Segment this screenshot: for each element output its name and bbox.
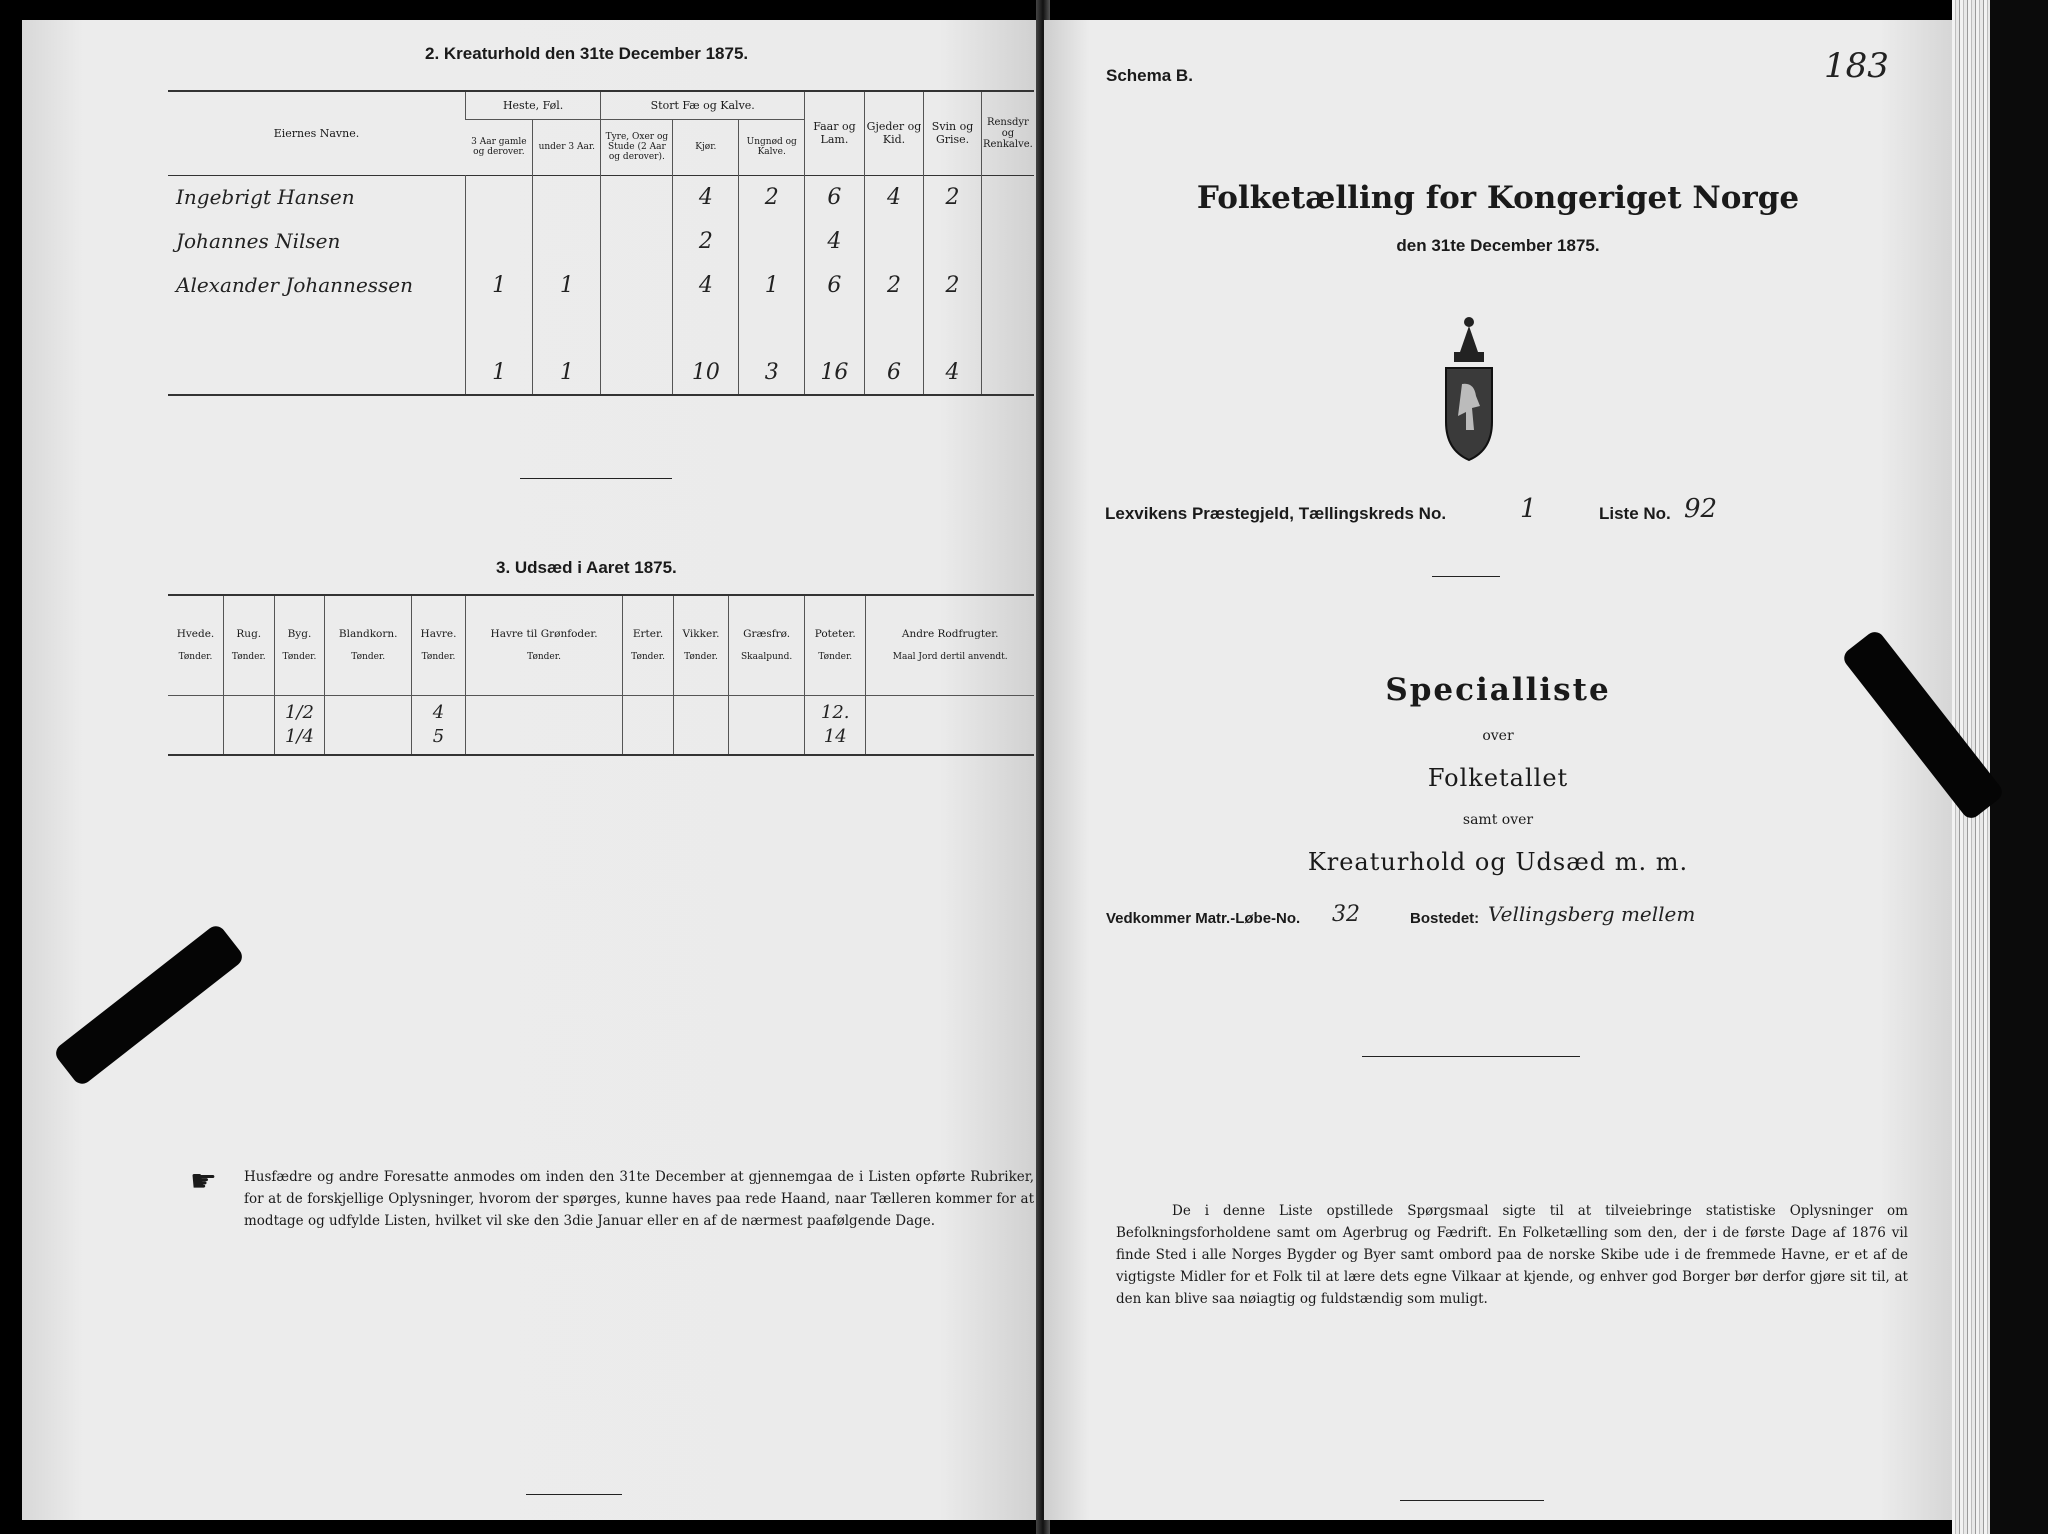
kjor-cell: 4 (673, 175, 739, 219)
parish-label: Lexvikens Præstegjeld, Tællingskreds No. (1105, 504, 1447, 523)
faar-cell: 4 (805, 219, 865, 263)
seed-header-name: Rug. (236, 628, 262, 641)
census-title: Folketælling for Kongeriget Norge (1196, 180, 1800, 216)
rensdyr-header: Rensdyr og Renkalve. (981, 91, 1034, 175)
ungnod-cell (739, 307, 805, 351)
ungnod-cell: 3 (739, 351, 805, 395)
seed-header-name: Hvede. (176, 628, 215, 641)
liste-label: Liste No. (1599, 504, 1671, 523)
seed-header (623, 595, 674, 695)
ungnod-cell: 1 (739, 263, 805, 307)
norway-coat-of-arms-icon (1440, 312, 1498, 462)
tyre-cell (601, 219, 673, 263)
gjeder-cell (864, 219, 924, 263)
kjor-cell: 2 (673, 219, 739, 263)
svin-cell: 2 (924, 263, 982, 307)
seed-value-cell (325, 695, 412, 755)
heste-a-header: 3 Aar gamle og derover. (471, 137, 527, 157)
heste-a-cell: 1 (465, 351, 532, 395)
livestock-table (168, 90, 1034, 396)
seed-header-unit: Tønder. (527, 652, 561, 663)
owner-name-cell: Johannes Nilsen (176, 229, 341, 253)
heste-b-cell (533, 219, 601, 263)
svin-header: Svin og Grise. (924, 91, 982, 175)
bosted-value: Vellingsberg mellem (1488, 902, 1696, 926)
seed-header-unit: Tønder. (231, 652, 266, 663)
seed-header (274, 595, 325, 695)
rensdyr-cell (981, 263, 1034, 307)
footer-text: De i denne Liste opstillede Spørgsmaal sigte til at tilveiebringe statistiske Oplysninger om Befolkningsforholdene samt om Agerbrug og Fædrift. En Folketælling som den, der i de første Dage af 1876 vil finde Sted i alle Norges Bygder og Byer samt ombord paa de norske Skibe ude i de fremmede Havne, er et af de vigtigste Midler for et Folk til at lære dets egne Vilkaar at kjende, og enhver god Borger bør derfor gjøre sit til, at den kan blive saa nøiagtig og fuldstændig som muligt. (1116, 1203, 1908, 1307)
seed-value-cell (729, 695, 805, 755)
notice-text: Husfædre og andre Foresatte anmodes om inden den 31te December at gjennemgaa de i Listen opførte Rubriker, for at de forskjellige Oplysninger, hvorom der spørges, kunne haves paa rede Haand, naar Tælleren kommer for at modtage og udfylde Listen, hvilket vil ske den 3die Januar eller en af de nærmest paafølgende Dage. (244, 1169, 1034, 1229)
seed-header (465, 595, 622, 695)
seed-value-cell: 1/2 1/4 (274, 695, 325, 755)
ungnod-cell: 2 (739, 175, 805, 219)
faar-cell: 6 (805, 175, 865, 219)
divider-rule (1362, 1056, 1580, 1057)
owner-name-cell (168, 307, 465, 351)
gjeder-cell: 4 (864, 175, 924, 219)
tyre-cell (601, 351, 673, 395)
rensdyr-cell (981, 307, 1034, 351)
seed-value-cell: 12. 14 (805, 695, 866, 755)
seed-header (168, 595, 223, 695)
seed-value-cell (465, 695, 622, 755)
faar-cell (805, 307, 865, 351)
seed-header-unit: Skaalpund. (740, 652, 793, 663)
page-number: 183 (1824, 46, 1889, 86)
section2-title: 2. Kreaturhold den 31te December 1875. (425, 44, 749, 63)
seed-header-unit: Tønder. (178, 652, 213, 663)
seed-header-unit: Tønder. (631, 652, 665, 663)
table-row (168, 351, 1034, 395)
rensdyr-cell (981, 351, 1034, 395)
table-row (168, 263, 1034, 307)
seed-header-name: Byg. (287, 628, 312, 641)
folketallet-heading: Folketallet (1427, 764, 1569, 792)
bottom-rule (1400, 1500, 1544, 1501)
seed-header-unit: Maal Jord dertil anvendt. (892, 652, 1008, 663)
rensdyr-cell (981, 219, 1034, 263)
table-row (168, 307, 1034, 351)
gjeder-cell: 6 (864, 351, 924, 395)
svin-cell (924, 219, 982, 263)
owner-name-cell (168, 351, 465, 395)
svin-cell (924, 307, 982, 351)
heste-b-cell (533, 307, 601, 351)
seed-value-cell (623, 695, 674, 755)
tyre-cell (601, 307, 673, 351)
tyre-cell (601, 263, 673, 307)
kreaturhold-heading: Kreaturhold og Udsæd m. m. (1307, 848, 1689, 876)
rensdyr-cell (981, 175, 1034, 219)
seed-header-name: Erter. (632, 628, 664, 641)
matr-number: 32 (1332, 902, 1360, 927)
heste-a-cell (465, 175, 532, 219)
seed-header-unit: Tønder. (684, 652, 718, 663)
heste-a-cell (465, 307, 532, 351)
kjor-cell: 4 (673, 263, 739, 307)
seed-header (325, 595, 412, 695)
seed-header-unit: Tønder. (818, 652, 853, 663)
seed-header (866, 595, 1034, 695)
liste-number: 92 (1684, 494, 1718, 524)
heste-b-header: under 3 Aar. (533, 119, 601, 175)
seed-header-unit: Tønder. (282, 652, 317, 663)
faar-cell: 6 (805, 263, 865, 307)
seed-header-name: Vikker. (682, 628, 720, 641)
seed-table (168, 594, 1034, 756)
seed-value-cell: 4 5 (412, 695, 466, 755)
census-date: den 31te December 1875. (1396, 236, 1600, 255)
seed-header-unit: Tønder. (351, 652, 386, 663)
samt-over-text: samt over (1462, 812, 1534, 828)
seed-value-cell (866, 695, 1034, 755)
specialliste-heading: Specialliste (1385, 672, 1611, 708)
over-text: over (1482, 728, 1514, 744)
seed-header-name: Græsfrø. (743, 628, 791, 641)
seed-header-name: Poteter. (814, 628, 856, 641)
seed-value-cell (223, 695, 274, 755)
faar-cell: 16 (805, 351, 865, 395)
schema-label: Schema B. (1106, 66, 1193, 85)
book-edge-shadow (1990, 0, 2048, 1534)
divider-rule (1432, 576, 1500, 577)
svin-cell: 2 (924, 175, 982, 219)
heste-b-cell: 1 (533, 263, 601, 307)
table-row (168, 219, 1034, 263)
bottom-rule (526, 1494, 622, 1495)
pointing-hand-icon: ☛ (190, 1164, 217, 1199)
faar-header: Faar og Lam. (805, 91, 865, 175)
seed-header-name: Havre. (420, 628, 457, 641)
kjor-cell (673, 307, 739, 351)
seed-header (729, 595, 805, 695)
left-page (22, 20, 1042, 1520)
seed-header-name: Andre Rodfrugter. (901, 628, 999, 641)
svin-cell: 4 (924, 351, 982, 395)
seed-header (412, 595, 466, 695)
stortfae-header: Stort Fæ og Kalve. (601, 91, 805, 119)
seed-value-cell (168, 695, 223, 755)
seed-header (673, 595, 728, 695)
gjeder-header: Gjeder og Kid. (864, 91, 924, 175)
kreds-number: 1 (1520, 494, 1537, 524)
heste-a-cell: 1 (465, 263, 532, 307)
gjeder-cell: 2 (864, 263, 924, 307)
tyre-header: Tyre, Oxer og Stude (2 Aar og derover). (601, 119, 673, 175)
seed-header-unit: Tønder. (421, 652, 456, 663)
heste-a-cell (465, 219, 532, 263)
seed-header (223, 595, 274, 695)
heste-b-cell (533, 175, 601, 219)
section3-title: 3. Udsæd i Aaret 1875. (496, 558, 677, 577)
kjor-cell: 10 (673, 351, 739, 395)
ungnod-cell (739, 219, 805, 263)
owner-header: Eiernes Navne. (273, 126, 360, 140)
owner-name-cell: Ingebrigt Hansen (176, 185, 355, 210)
divider-rule (520, 478, 672, 479)
owner-name-cell: Alexander Johannessen (176, 273, 414, 297)
matr-label: Vedkommer Matr.-Løbe-No. (1106, 910, 1301, 927)
seed-header (805, 595, 866, 695)
table-row (168, 175, 1034, 219)
seed-header-name: Havre til Grønfoder. (490, 628, 598, 641)
ungnod-header: Ungnød og Kalve. (739, 119, 805, 175)
heste-b-cell: 1 (533, 351, 601, 395)
seed-header-name: Blandkorn. (338, 628, 398, 641)
tyre-cell (601, 175, 673, 219)
gjeder-cell (864, 307, 924, 351)
seed-value-cell (673, 695, 728, 755)
right-page (1044, 20, 1952, 1520)
heste-header: Heste, Føl. (465, 91, 600, 119)
kjor-header: Kjør. (673, 119, 739, 175)
bosted-label: Bostedet: (1410, 910, 1480, 927)
